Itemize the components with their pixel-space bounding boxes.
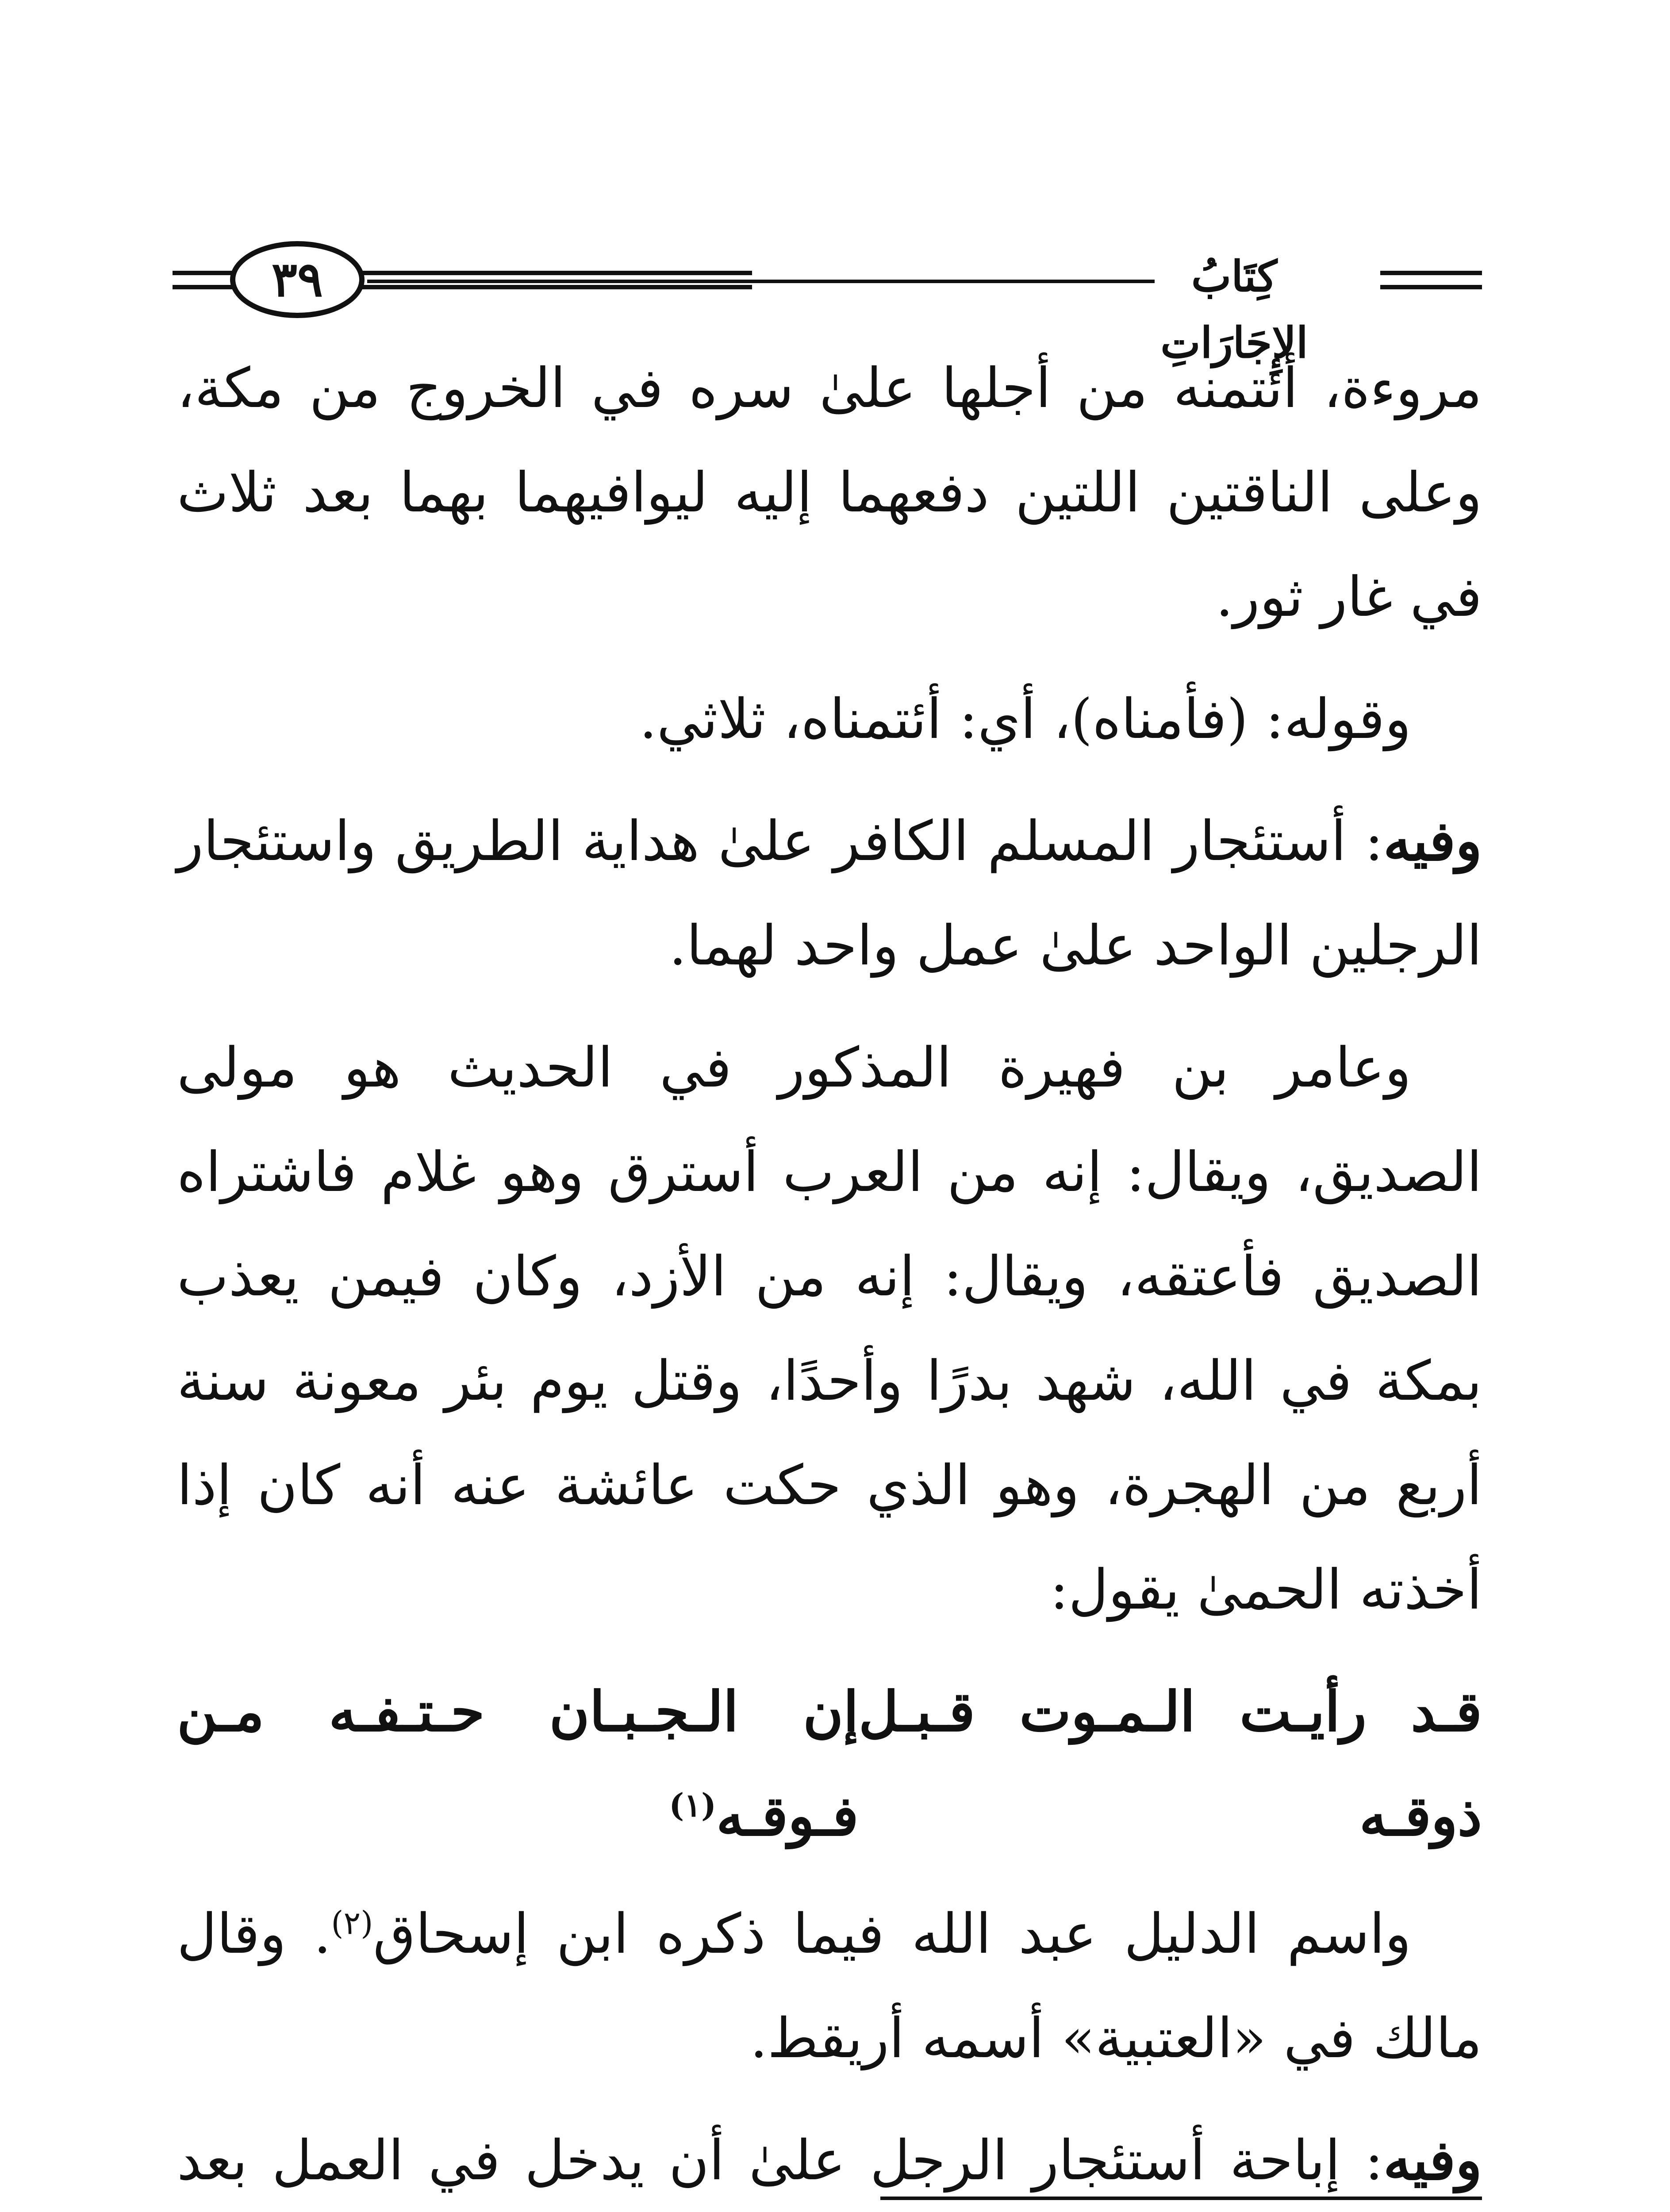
paragraph-text: : إباحة أستئجار الرجل علىٰ أن يدخل في العمل بعد — [177, 2129, 1383, 2193]
poem-hemistich-left — [177, 1660, 859, 1869]
page-number-badge — [230, 241, 365, 318]
paragraph — [177, 789, 1482, 998]
paragraph: وعامر بن فهيرة المذكور في الحديث هو مولى الصديق، ويقال: إنه من العرب أسترق وهو غلام فاشتراه الصديق فأعتقه، ويقال: إنه من الأزد، وكان فيمن يعذب بمكة في الله، شهد بدرًا وأحدًا، وقتل يوم بئر معونة سنة أربع من الهجرة، وهو الذي حكت عائشة عنه أنه كان إذا أخذته الحمىٰ يقول: — [177, 1036, 1482, 1622]
poem-text: إن الـجـبـان حـتـفـه مـن فـوقـه — [177, 1680, 859, 1848]
footnote-separator — [880, 2197, 1482, 2200]
main-text — [177, 336, 1482, 2212]
paragraph: وقوله: (فأمناه)، أي: أئتمناه، ثلاثي. — [639, 687, 1411, 751]
running-header — [173, 230, 1482, 368]
paragraph-text: . وقال مالك في «العتبية» أسمه أريقط. — [177, 1902, 1482, 2070]
keyword: وفيه — [1383, 809, 1482, 873]
header-rule — [1380, 285, 1482, 289]
paragraph-text: واسم الدليل عبد الله فيما ذكره ابن إسحاق — [373, 1902, 1411, 1966]
paragraph-text: : أستئجار المسلم الكافر علىٰ هداية الطريق واستئجار الرجلين الواحد علىٰ عمل واحد لهما. — [177, 810, 1482, 978]
chapter-title: كِتَابُ الإِجَارَاتِ — [1160, 251, 1308, 368]
header-rule — [367, 280, 1155, 283]
footnote-ref[interactable]: (٢) — [331, 1904, 373, 1942]
page-number: ٣٩ — [271, 252, 323, 307]
keyword: وفيه — [1383, 2128, 1482, 2193]
header-rule — [1380, 271, 1482, 275]
poem-verse — [177, 1660, 1482, 1869]
footnote-ref[interactable]: (١) — [669, 1786, 717, 1824]
paragraph — [177, 1882, 1482, 2091]
paragraph: مروءة، أئتمنه من أجلها علىٰ سره في الخروج من مكة، وعلى الناقتين اللتين دفعهما إليه ليوافيهما بهما بعد ثلاث في غار ثور. — [177, 357, 1482, 629]
poem-hemistich-right: قـد رأيـت الـمـوت قـبـل ذوقـه — [858, 1680, 1482, 1848]
